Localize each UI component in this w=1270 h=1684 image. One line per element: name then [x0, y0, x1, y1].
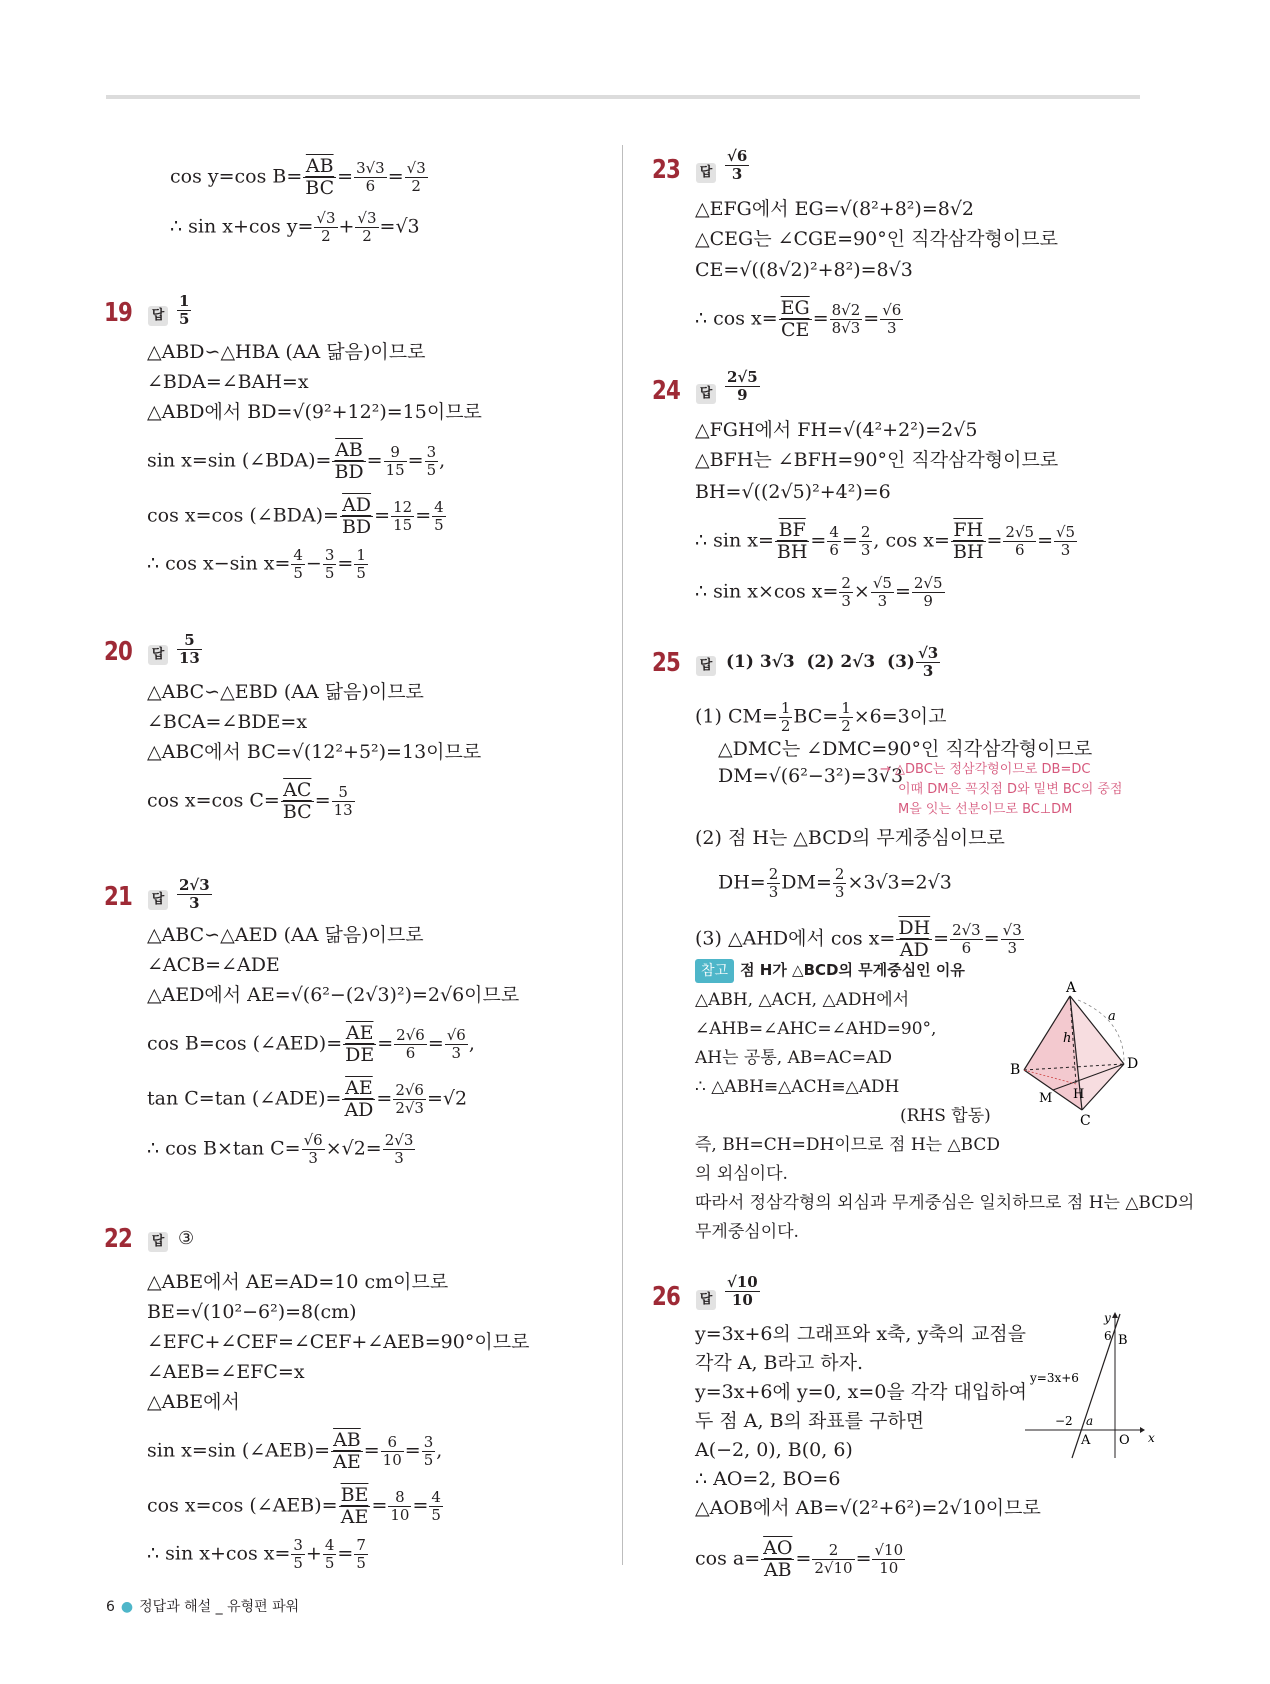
answer-badge: 답 — [696, 163, 716, 183]
p26-line7: △AOB에서 AB=√(2²+6²)=2√10이므로 — [695, 1497, 1041, 1519]
p26-line3: y=3x+6에 y=0, x=0을 각각 대입하여 — [695, 1381, 1027, 1403]
answer-19: $\frac{1}{5}$ — [179, 292, 190, 328]
page-number: 6 — [106, 1599, 115, 1615]
p20-line3: △ABC에서 BC=√(12²+5²)=13이므로 — [147, 741, 482, 763]
label-H: H — [1073, 1087, 1085, 1102]
page-footer — [106, 1596, 299, 1616]
p25-note-line1: △ABH, △ACH, △ADH에서 — [695, 990, 910, 1010]
p25-note-line4: ∴ △ABH≡△ACH≡△ADH — [695, 1077, 900, 1097]
p26-line4: 두 점 A, B의 좌표를 구하면 — [695, 1410, 925, 1432]
problem-number-21: 21 — [104, 882, 133, 912]
answer-20: $\frac{5}{13}$ — [179, 631, 200, 667]
label-A: A — [1081, 1433, 1091, 1448]
p25-pink-note2: 이때 DM은 꼭짓점 D와 밑변 BC의 중점 — [898, 782, 1123, 797]
p25-step5: DH= $\frac{2}{3}$ DM= $\frac{2}{3}$ ×3√3=2√3 — [718, 865, 952, 901]
p25-note-line2: ∠AHB=∠AHC=∠AHD=90°, — [695, 1019, 937, 1039]
label-D: D — [1127, 1056, 1139, 1072]
label-angle-a: a — [1086, 1414, 1094, 1428]
p25-step1: (1) CM= $\frac{1}{2}$ BC= $\frac{1}{2}$ ×6=3이고 — [695, 699, 947, 735]
p22-line5: △ABE에서 — [147, 1391, 240, 1413]
p19-line1: △ABD∽△HBA (AA 닮음)이므로 — [147, 341, 426, 363]
p24-line4: ∴ sin x= $\frac{\overline{BF}}{BH}$ = $\frac{4}{6}$ = $\frac{2}{3}$ , cos x= $\frac{\overline{FH}}{BH}$ = $\frac{2√5}{6}$ = $\frac{√5}{3}$ — [695, 519, 1076, 563]
answer-23: $\frac{√6}{3}$ — [727, 147, 748, 183]
label-B: B — [1118, 1333, 1128, 1348]
problem-number-20: 20 — [104, 637, 133, 667]
answer-badge: 답 — [696, 656, 716, 676]
p26-line2: 각각 A, B라고 하자. — [695, 1352, 864, 1374]
problem-number-26: 26 — [652, 1282, 681, 1312]
p21-line4: cos B=cos (∠AED)= $\frac{\overline{AE}}{DE}$ = $\frac{2√6}{6}$ = $\frac{√6}{3}$ , — [147, 1022, 475, 1066]
p21-line2: ∠ACB=∠ADE — [147, 954, 280, 976]
p26-line6: ∴ AO=2, BO=6 — [695, 1468, 841, 1490]
answer-24: $\frac{2√5}{9}$ — [727, 368, 758, 404]
graph-line — [1072, 1314, 1120, 1458]
label-C: C — [1080, 1113, 1091, 1129]
p25-pink-note1: → △DBC는 정삼각형이므로 DB=DC — [880, 762, 1091, 777]
p20-line2: ∠BCA=∠BDE=x — [147, 711, 308, 733]
p22-line8: ∴ sin x+cos x= $\frac{3}{5}$ + $\frac{4}{5}$ = $\frac{7}{5}$ — [147, 1536, 366, 1572]
p26-line5: A(−2, 0), B(0, 6) — [695, 1439, 853, 1461]
p19-line2: ∠BDA=∠BAH=x — [147, 371, 309, 393]
problem-number-22: 22 — [104, 1224, 133, 1254]
answer-badge: 답 — [696, 384, 716, 404]
p22-line6: sin x=sin (∠AEB)= $\frac{\overline{AB}}{AE}$ = $\frac{6}{10}$ = $\frac{3}{5}$ , — [147, 1429, 443, 1473]
label-B: B — [1010, 1062, 1021, 1078]
label-h: h — [1063, 1031, 1072, 1046]
column-divider — [622, 145, 623, 1565]
answer-21: $\frac{2√3}{3}$ — [179, 876, 210, 912]
p25-pink-note3: M을 잇는 선분이므로 BC⊥DM — [898, 802, 1073, 817]
p25-step4: (2) 점 H는 △BCD의 무게중심이므로 — [695, 827, 1005, 849]
y-axis-arrow — [1112, 1312, 1118, 1318]
label-y: y — [1104, 1311, 1111, 1325]
p23-line2: △CEG는 ∠CGE=90°인 직각삼각형이므로 — [695, 228, 1058, 250]
p22-line2: BE=√(10²−6²)=8(cm) — [147, 1301, 357, 1323]
p26-line8: cos a= $\frac{\overline{AO}}{AB}$ = $\frac{2}{2√10}$ = $\frac{√10}{10}$ — [695, 1537, 904, 1581]
label-minus-two: −2 — [1055, 1414, 1073, 1428]
p19-line5: cos x=cos (∠BDA)= $\frac{\overline{AD}}{BD}$ = $\frac{12}{15}$ = $\frac{4}{5}$ — [147, 494, 444, 538]
answer-badge: 답 — [148, 1232, 168, 1252]
problem-number-19: 19 — [104, 298, 133, 328]
x-axis-arrow — [1140, 1427, 1145, 1433]
p23-line1: △EFG에서 EG=√(8²+8²)=8√2 — [695, 198, 975, 220]
answer-26: $\frac{√10}{10}$ — [727, 1273, 758, 1309]
p23-line3: CE=√((8√2)²+8²)=8√3 — [695, 259, 913, 281]
p19-line6: ∴ cos x−sin x= $\frac{4}{5}$ − $\frac{3}{5}$ = $\frac{1}{5}$ — [147, 546, 366, 582]
problem-number-25: 25 — [652, 648, 681, 678]
p18-line1: cos y=cos B= $\frac{\overline{AB}}{BC}$ = $\frac{3√3}{6}$ = $\frac{√3}{2}$ — [170, 155, 426, 199]
p19-line4: sin x=sin (∠BDA)= $\frac{\overline{AB}}{BD}$ = $\frac{9}{15}$ = $\frac{3}{5}$ , — [147, 439, 446, 483]
header-rule — [106, 95, 1140, 99]
problem-number-24: 24 — [652, 376, 681, 406]
p21-line1: △ABC∽△AED (AA 닮음)이므로 — [147, 924, 424, 946]
footer-dot: ● — [120, 1599, 134, 1615]
p25-note-line8: 따라서 정삼각형의 외심과 무게중심은 일치하므로 점 H는 △BCD의 — [695, 1193, 1195, 1213]
label-six: 6 — [1104, 1329, 1112, 1343]
p25-note-line6: 즉, BH=CH=DH이므로 점 H는 △BCD — [695, 1135, 1000, 1155]
p21-line5: tan C=tan (∠ADE)= $\frac{\overline{AE}}{AD}$ = $\frac{2√6}{2√3}$ =√2 — [147, 1077, 468, 1121]
p25-step2: △DMC는 ∠DMC=90°인 직각삼각형이므로 — [718, 738, 1093, 760]
p25-step6: (3) △AHD에서 cos x= $\frac{\overline{DH}}{AD}$ = $\frac{2√3}{6}$ = $\frac{√3}{3}$ — [695, 917, 1022, 961]
answer-25: (1) 3√3 (2) 2√3 (3) $\frac{√3}{3}$ — [726, 644, 939, 680]
problem-number-23: 23 — [652, 155, 681, 185]
p24-line5: ∴ sin x×cos x= $\frac{2}{3}$ × $\frac{√5}{3}$ = $\frac{2√5}{9}$ — [695, 574, 943, 610]
label-x: x — [1148, 1431, 1155, 1445]
label-a: a — [1108, 1009, 1116, 1024]
answer-badge: 답 — [148, 890, 168, 910]
p25-note-header: 참고 점 H가 △BCD의 무게중심인 이유 — [695, 957, 965, 983]
p24-line2: △BFH는 ∠BFH=90°인 직각삼각형이므로 — [695, 449, 1059, 471]
answer-badge: 답 — [148, 645, 168, 665]
p21-line3: △AED에서 AE=√(6²−(2√3)²)=2√6이므로 — [147, 984, 520, 1006]
answer-22: ③ — [178, 1228, 195, 1249]
tetrahedron-figure — [1000, 980, 1140, 1130]
p25-note-line5: (RHS 합동) — [900, 1106, 991, 1126]
footer-title: 정답과 해설 _ 유형편 파워 — [139, 1599, 300, 1615]
p20-line4: cos x=cos C= $\frac{\overline{AC}}{BC}$ = $\frac{5}{13}$ — [147, 779, 353, 823]
p20-line1: △ABC∽△EBD (AA 닮음)이므로 — [147, 681, 424, 703]
label-A: A — [1066, 980, 1077, 996]
answer-badge: 답 — [148, 306, 168, 326]
p22-line4: ∠AEB=∠EFC=x — [147, 1361, 305, 1383]
p24-line3: BH=√((2√5)²+4²)=6 — [695, 481, 891, 503]
line-graph-figure — [1025, 1310, 1155, 1460]
p26-line1: y=3x+6의 그래프와 x축, y축의 교점을 — [695, 1323, 1027, 1345]
p21-line6: ∴ cos B×tan C= $\frac{√6}{3}$ ×√2= $\frac{2√3}{3}$ — [147, 1131, 414, 1167]
p18-line2: ∴ sin x+cos y= $\frac{√3}{2}$ + $\frac{√3}{2}$ =√3 — [170, 209, 420, 245]
p25-note-line3: AH는 공통, AB=AC=AD — [695, 1048, 893, 1068]
p25-note-line9: 무게중심이다. — [695, 1222, 799, 1242]
p22-line7: cos x=cos (∠AEB)= $\frac{\overline{BE}}{AE}$ = $\frac{8}{10}$ = $\frac{4}{5}$ — [147, 1484, 441, 1528]
p25-step3: DM=√(6²−3²)=3√3 — [718, 765, 904, 787]
p25-note-line7: 의 외심이다. — [695, 1164, 788, 1184]
label-M: M — [1039, 1091, 1053, 1106]
note-tag: 참고 — [695, 959, 734, 983]
p19-line3: △ABD에서 BD=√(9²+12²)=15이므로 — [147, 401, 482, 423]
label-line-eq: y=3x+6 — [1030, 1371, 1079, 1385]
label-O: O — [1119, 1433, 1130, 1448]
p23-line4: ∴ cos x= $\frac{\overline{EG}}{CE}$ = $\frac{8√2}{8√3}$ = $\frac{√6}{3}$ — [695, 297, 902, 341]
answer-badge: 답 — [696, 1290, 716, 1310]
p22-line1: △ABE에서 AE=AD=10 cm이므로 — [147, 1271, 449, 1293]
p24-line1: △FGH에서 FH=√(4²+2²)=2√5 — [695, 419, 978, 441]
p22-line3: ∠EFC+∠CEF=∠CEF+∠AEB=90°이므로 — [147, 1331, 530, 1353]
